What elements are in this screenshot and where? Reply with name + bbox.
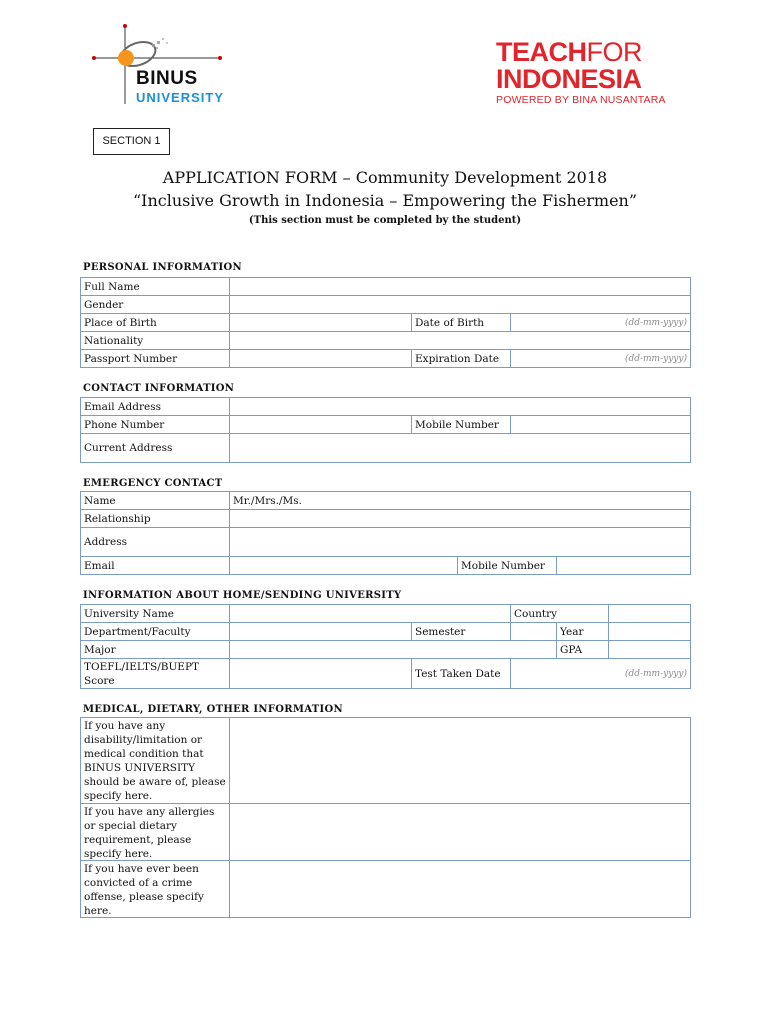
form-note: (This section must be completed by the student) xyxy=(248,215,522,226)
place-of-birth-field[interactable] xyxy=(229,313,412,332)
major-field[interactable] xyxy=(229,640,557,659)
disability-field[interactable] xyxy=(229,717,691,804)
binus-university-logo xyxy=(92,24,242,106)
phone-number-field[interactable] xyxy=(229,415,412,434)
gpa-label: GPA xyxy=(556,640,609,659)
test-score-field[interactable] xyxy=(229,658,412,689)
department-field[interactable] xyxy=(229,622,412,641)
semester-label: Semester xyxy=(411,622,511,641)
date-of-birth-label: Date of Birth xyxy=(411,313,511,332)
emergency-name-label: Name xyxy=(80,491,230,510)
nationality-label: Nationality xyxy=(80,331,230,350)
emergency-email-field[interactable] xyxy=(229,556,458,575)
phone-number-label: Phone Number xyxy=(80,415,230,434)
country-field[interactable] xyxy=(608,604,691,623)
gpa-field[interactable] xyxy=(608,640,691,659)
email-address-label: Email Address xyxy=(80,397,230,416)
university-heading: INFORMATION ABOUT HOME/SENDING UNIVERSITY xyxy=(83,590,402,601)
expiration-date-label: Expiration Date xyxy=(411,349,511,368)
current-address-label: Current Address xyxy=(80,433,230,463)
emergency-mobile-field[interactable] xyxy=(556,556,691,575)
nationality-field[interactable] xyxy=(229,331,691,350)
form-title: APPLICATION FORM – Community Development 2018 xyxy=(162,168,608,187)
emergency-name-field[interactable]: Mr./Mrs./Ms. xyxy=(229,491,691,510)
teach-for-indonesia-logo xyxy=(496,38,696,108)
emergency-address-field[interactable] xyxy=(229,527,691,557)
personal-heading: PERSONAL INFORMATION xyxy=(83,262,242,273)
test-date-field[interactable]: (dd-mm-yyyy) xyxy=(510,658,691,689)
allergies-field[interactable] xyxy=(229,803,691,861)
binus-wordmark: BINUS xyxy=(136,68,198,89)
current-address-field[interactable] xyxy=(229,433,691,463)
test-score-label: TOEFL/IELTS/BUEPT Score xyxy=(80,658,230,689)
tfi-line1: TEACHFOR xyxy=(496,37,642,67)
tfi-tagline: POWERED BY BINA NUSANTARA xyxy=(496,94,666,106)
disability-question: If you have any disability/limitation or medical condition that BINUS UNIVERSITY should be aware of, please specify here. xyxy=(80,717,230,804)
emergency-heading: EMERGENCY CONTACT xyxy=(83,478,223,489)
date-of-birth-field[interactable]: (dd-mm-yyyy) xyxy=(510,313,691,332)
semester-field[interactable] xyxy=(510,622,557,641)
mobile-number-label: Mobile Number xyxy=(411,415,511,434)
major-label: Major xyxy=(80,640,230,659)
place-of-birth-label: Place of Birth xyxy=(80,313,230,332)
full-name-label: Full Name xyxy=(80,277,230,296)
university-name-label: University Name xyxy=(80,604,230,623)
contact-heading: CONTACT INFORMATION xyxy=(83,383,235,394)
expiration-date-field[interactable]: (dd-mm-yyyy) xyxy=(510,349,691,368)
mobile-number-field[interactable] xyxy=(510,415,691,434)
department-label: Department/Faculty xyxy=(80,622,230,641)
form-subtitle: “Inclusive Growth in Indonesia – Empowering the Fishermen” xyxy=(132,191,638,210)
year-field[interactable] xyxy=(608,622,691,641)
emergency-address-label: Address xyxy=(80,527,230,557)
section-label: SECTION 1 xyxy=(93,128,170,155)
relationship-label: Relationship xyxy=(80,509,230,528)
emergency-mobile-label: Mobile Number xyxy=(457,556,557,575)
country-label: Country xyxy=(510,604,609,623)
binus-university-wordmark: UNIVERSITY xyxy=(136,90,225,105)
gender-field[interactable] xyxy=(229,295,691,314)
relationship-field[interactable] xyxy=(229,509,691,528)
test-date-label: Test Taken Date xyxy=(411,658,511,689)
full-name-field[interactable] xyxy=(229,277,691,296)
gender-label: Gender xyxy=(80,295,230,314)
conviction-question: If you have ever been convicted of a crime offense, please specify here. xyxy=(80,860,230,918)
medical-heading: MEDICAL, DIETARY, OTHER INFORMATION xyxy=(83,704,343,715)
tfi-line2: INDONESIA xyxy=(496,64,642,94)
conviction-field[interactable] xyxy=(229,860,691,918)
email-address-field[interactable] xyxy=(229,397,691,416)
passport-number-label: Passport Number xyxy=(80,349,230,368)
emergency-email-label: Email xyxy=(80,556,230,575)
year-label: Year xyxy=(556,622,609,641)
allergies-question: If you have any allergies or special dietary requirement, please specify here. xyxy=(80,803,230,861)
university-name-field[interactable] xyxy=(229,604,511,623)
passport-number-field[interactable] xyxy=(229,349,412,368)
